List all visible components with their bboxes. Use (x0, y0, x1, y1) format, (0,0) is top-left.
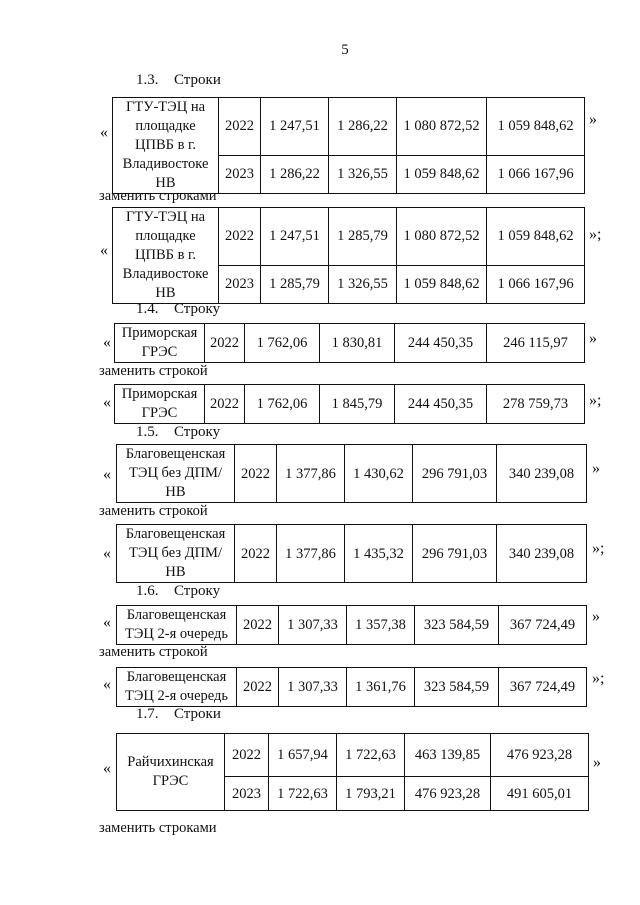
section-label: Строки (174, 72, 221, 88)
cell-year: 2023 (219, 155, 261, 194)
cell-value: 1 286,22 (261, 155, 329, 194)
cell-value: 367 724,49 (499, 606, 587, 645)
cell-year: 2023 (225, 777, 269, 811)
cell-value: 476 923,28 (405, 777, 491, 811)
open-quote: « (103, 614, 111, 631)
replace-instruction: заменить строкой (99, 363, 208, 379)
cell-value: 244 450,35 (395, 324, 487, 363)
cell-value: 1 285,79 (261, 265, 329, 304)
cell-value: 296 791,03 (413, 525, 497, 583)
cell-value: 1 377,86 (277, 445, 345, 503)
table-1-5-new (116, 524, 587, 583)
table-1-4-old (114, 323, 585, 363)
row-name: Приморская ГРЭС (115, 324, 205, 363)
open-quote: « (100, 124, 108, 141)
table-1-6-old (116, 605, 587, 645)
cell-value: 1 059 848,62 (487, 98, 585, 156)
cell-value: 1 326,55 (329, 155, 397, 194)
cell-value: 1 286,22 (329, 98, 397, 156)
row-name-top: ГТУ-ТЭЦ на площадке ЦПВБ в г. (113, 208, 219, 266)
cell-year: 2022 (205, 385, 245, 424)
close-quote: » (593, 754, 601, 771)
cell-value: 1 430,62 (345, 445, 413, 503)
cell-value: 1 059 848,62 (397, 155, 487, 194)
section-heading-1-7 (136, 706, 221, 723)
cell-value: 1 066 167,96 (487, 155, 585, 194)
close-quote: »; (592, 540, 605, 557)
row-name: Благовещенская ТЭЦ без ДПМ/НВ (117, 525, 235, 583)
cell-value: 1 066 167,96 (487, 265, 585, 304)
close-quote: »; (589, 226, 602, 243)
cell-value: 1 059 848,62 (487, 208, 585, 266)
section-number: 1.6. (136, 583, 159, 599)
close-quote: » (592, 608, 600, 625)
table-1-6-new (116, 667, 587, 707)
section-heading-1-6 (136, 583, 220, 600)
row-name: Благовещенская ТЭЦ без ДПМ/НВ (117, 445, 235, 503)
section-label: Строки (174, 706, 221, 722)
cell-value: 1 722,63 (269, 777, 337, 811)
cell-value: 367 724,49 (499, 668, 587, 707)
open-quote: « (103, 676, 111, 693)
close-quote: »; (592, 670, 605, 687)
cell-year: 2022 (219, 208, 261, 266)
cell-value: 491 605,01 (491, 777, 589, 811)
cell-value: 1 326,55 (329, 265, 397, 304)
cell-value: 1 080 872,52 (397, 98, 487, 156)
cell-value: 1 793,21 (337, 777, 405, 811)
cell-value: 246 115,97 (487, 324, 585, 363)
section-number: 1.7. (136, 706, 159, 722)
cell-value: 340 239,08 (497, 525, 587, 583)
cell-value: 1 435,32 (345, 525, 413, 583)
cell-value: 1 285,79 (329, 208, 397, 266)
cell-value: 1 059 848,62 (397, 265, 487, 304)
cell-value: 1 080 872,52 (397, 208, 487, 266)
close-quote: » (592, 460, 600, 477)
cell-value: 323 584,59 (415, 606, 499, 645)
section-label: Строку (174, 301, 221, 317)
close-quote: » (589, 111, 597, 128)
section-label: Строку (174, 424, 221, 440)
cell-year: 2022 (237, 668, 279, 707)
replace-instruction: заменить строками (99, 820, 217, 836)
open-quote: « (103, 466, 111, 483)
cell-value: 476 923,28 (491, 734, 589, 777)
table-1-3-old (112, 97, 585, 194)
table-1-3-new (112, 207, 585, 304)
open-quote: « (103, 334, 111, 351)
cell-value: 1 247,51 (261, 98, 329, 156)
section-number: 1.5. (136, 424, 159, 440)
cell-value: 296 791,03 (413, 445, 497, 503)
row-name: Благовещенская ТЭЦ 2-я очередь (117, 606, 237, 645)
open-quote: « (103, 760, 111, 777)
cell-value: 1 830,81 (320, 324, 395, 363)
cell-value: 1 361,76 (347, 668, 415, 707)
section-number: 1.4. (136, 301, 159, 317)
cell-value: 1 307,33 (279, 668, 347, 707)
section-label: Строку (174, 583, 221, 599)
table-1-7-old (116, 733, 589, 811)
cell-year: 2023 (219, 265, 261, 304)
row-name-bottom: Владивостоке НВ (113, 265, 219, 304)
open-quote: « (103, 545, 111, 562)
cell-value: 1 762,06 (245, 385, 320, 424)
section-number: 1.3. (136, 72, 159, 88)
section-heading-1-5 (136, 424, 220, 441)
cell-value: 278 759,73 (487, 385, 585, 424)
cell-value: 1 247,51 (261, 208, 329, 266)
replace-instruction: заменить строками (99, 188, 217, 204)
cell-value: 1 357,38 (347, 606, 415, 645)
section-heading-1-4 (136, 301, 220, 318)
row-name-bottom: Владивостоке НВ (113, 155, 219, 194)
cell-value: 1 722,63 (337, 734, 405, 777)
cell-value: 463 139,85 (405, 734, 491, 777)
replace-instruction: заменить строкой (99, 644, 208, 660)
table-1-5-old (116, 444, 587, 503)
cell-year: 2022 (235, 445, 277, 503)
close-quote: »; (589, 392, 602, 409)
cell-value: 244 450,35 (395, 385, 487, 424)
cell-year: 2022 (219, 98, 261, 156)
cell-value: 1 845,79 (320, 385, 395, 424)
page-number: 5 (341, 42, 349, 58)
table-1-4-new (114, 384, 585, 424)
row-name-top: ГТУ-ТЭЦ на площадке ЦПВБ в г. (113, 98, 219, 156)
cell-value: 340 239,08 (497, 445, 587, 503)
row-name: Благовещенская ТЭЦ 2-я очередь (117, 668, 237, 707)
close-quote: » (589, 330, 597, 347)
cell-value: 1 307,33 (279, 606, 347, 645)
cell-value: 323 584,59 (415, 668, 499, 707)
section-heading-1-3 (136, 72, 221, 89)
open-quote: « (100, 242, 108, 259)
cell-value: 1 657,94 (269, 734, 337, 777)
replace-instruction: заменить строкой (99, 503, 208, 519)
cell-year: 2022 (225, 734, 269, 777)
cell-value: 1 377,86 (277, 525, 345, 583)
row-name: Приморская ГРЭС (115, 385, 205, 424)
cell-year: 2022 (237, 606, 279, 645)
cell-value: 1 762,06 (245, 324, 320, 363)
open-quote: « (103, 394, 111, 411)
cell-year: 2022 (205, 324, 245, 363)
cell-year: 2022 (235, 525, 277, 583)
row-name: Райчихинская ГРЭС (117, 734, 225, 811)
